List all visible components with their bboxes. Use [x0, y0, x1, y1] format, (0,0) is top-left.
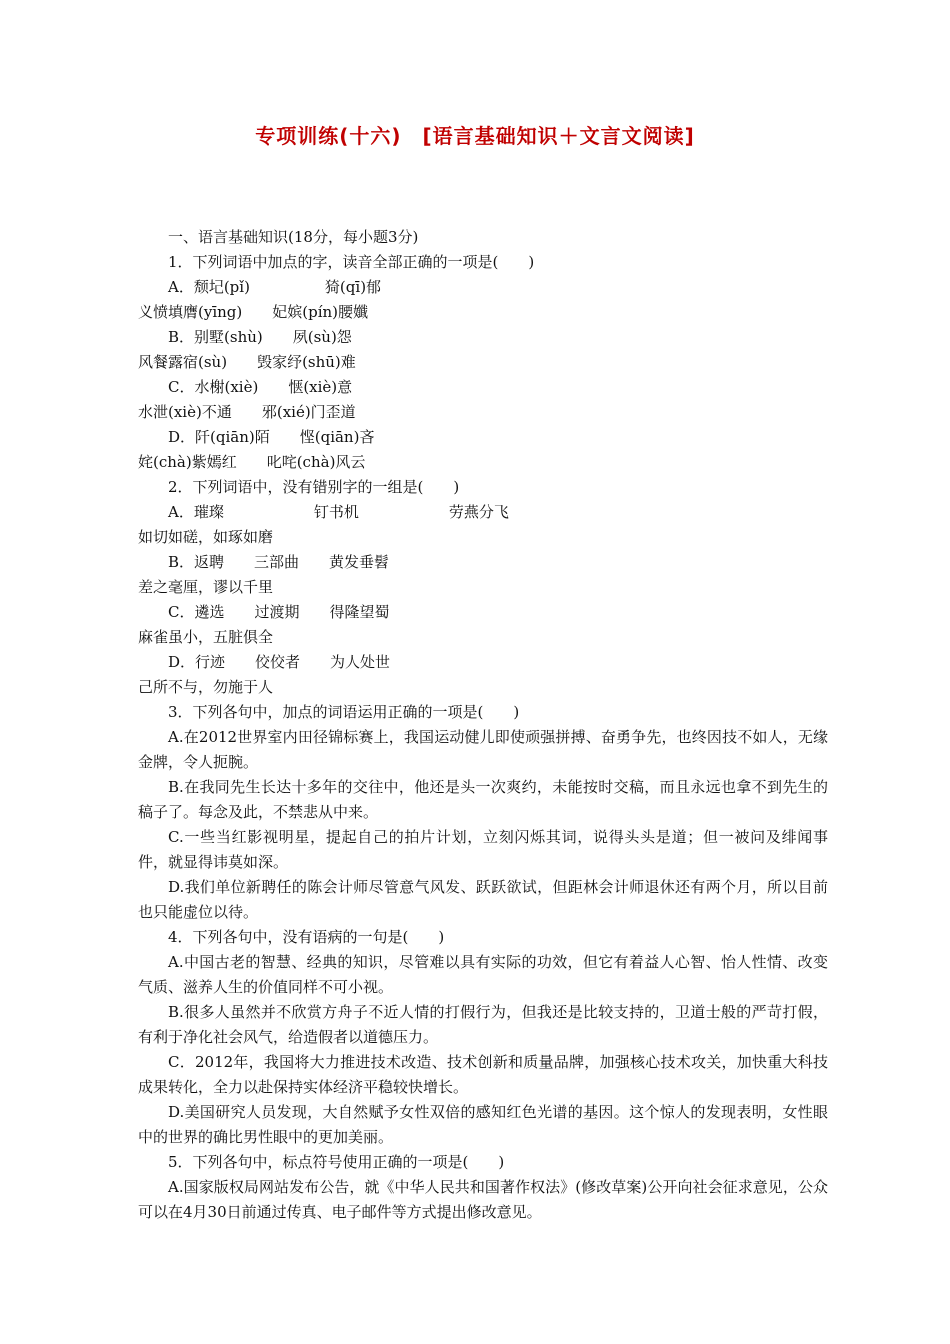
question-2-option-b: B．返聘 三部曲 黄发垂髫	[168, 553, 390, 571]
question-2-option-c-cont: 麻雀虽小，五脏俱全	[138, 628, 274, 646]
section-heading: 一、语言基础知识(18分，每小题3分)	[168, 228, 419, 246]
question-1-option-a: A．颓圮(pǐ) 猗(qī)郁	[168, 278, 382, 296]
question-2-option-a-cont: 如切如磋，如琢如磨	[138, 528, 274, 546]
question-3-option-a: A.在2012世界室内田径锦标赛上，我国运动健儿即使顽强拼搏、奋勇争先，也终因技不如人，无缘金牌，令人扼腕。	[138, 728, 828, 771]
question-1-stem: 1．下列词语中加点的字，读音全部正确的一项是( )	[168, 253, 535, 271]
question-2-option-a: A．璀璨 钉书机 劳燕分飞	[168, 503, 509, 521]
question-3-option-b: B.在我同先生长达十多年的交往中，他还是头一次爽约，未能按时交稿，而且永远也拿不到先生的稿子了。每念及此，不禁悲从中来。	[138, 778, 828, 821]
page-title: 专项训练(十六) [语言基础知识＋文言文阅读]	[255, 124, 695, 148]
question-5-stem: 5．下列各句中，标点符号使用正确的一项是( )	[168, 1153, 505, 1171]
question-4-stem: 4．下列各句中，没有语病的一句是( )	[168, 928, 445, 946]
question-2-option-c: C．遴选 过渡期 得隆望蜀	[168, 603, 390, 621]
question-1-option-c: C．水榭(xiè) 惬(xiè)意	[168, 378, 353, 396]
question-2-stem: 2．下列词语中，没有错别字的一组是( )	[168, 478, 460, 496]
question-3-option-c: C.一些当红影视明星，提起自己的拍片计划，立刻闪烁其词，说得头头是道；但一被问及绯闻事件，就显得讳莫如深。	[138, 828, 828, 871]
question-4-option-d: D.美国研究人员发现，大自然赋予女性双倍的感知红色光谱的基因。这个惊人的发现表明，女性眼中的世界的确比男性眼中的更加美丽。	[138, 1103, 828, 1146]
question-4-option-b: B.很多人虽然并不欣赏方舟子不近人情的打假行为，但我还是比较支持的，卫道士般的严苛打假，有利于净化社会风气，给造假者以道德压力。	[138, 1003, 828, 1046]
question-1-option-d-cont: 姹(chà)紫嫣红 叱咤(chà)风云	[138, 453, 366, 471]
question-5-option-a: A.国家版权局网站发布公告，就《中华人民共和国著作权法》(修改草案)公开向社会征求意见，公众可以在4月30日前通过传真、电子邮件等方式提出修改意见。	[138, 1178, 828, 1221]
question-1-option-c-cont: 水泄(xiè)不通 邪(xié)门歪道	[138, 403, 356, 421]
question-2-option-d: D．行迹 佼佼者 为人处世	[168, 653, 391, 671]
question-1-option-a-cont: 义愤填膺(yīng) 妃嫔(pín)腰孅	[138, 303, 369, 321]
question-4-option-c: C．2012年，我国将大力推进技术改造、技术创新和质量品牌，加强核心技术攻关，加快重大科技成果转化，全力以赴保持实体经济平稳较快增长。	[138, 1053, 828, 1096]
document-body	[138, 225, 828, 1225]
question-4-option-a: A.中国古老的智慧、经典的知识，尽管难以具有实际的功效，但它有着益人心智、怡人性情、改变气质、滋养人生的价值同样不可小视。	[138, 953, 828, 996]
question-3-stem: 3．下列各句中，加点的词语运用正确的一项是( )	[168, 703, 520, 721]
question-1-option-b-cont: 风餐露宿(sù) 毁家纾(shū)难	[138, 353, 356, 371]
question-1-option-b: B．别墅(shù) 夙(sù)怨	[168, 328, 352, 346]
question-2-option-d-cont: 己所不与，勿施于人	[138, 678, 274, 696]
question-2-option-b-cont: 差之毫厘，谬以千里	[138, 578, 274, 596]
question-1-option-d: D．阡(qiān)陌 悭(qiān)吝	[168, 428, 375, 446]
question-3-option-d: D.我们单位新聘任的陈会计师尽管意气风发、跃跃欲试，但距林会计师退休还有两个月，所以目前也只能虚位以待。	[138, 878, 828, 921]
